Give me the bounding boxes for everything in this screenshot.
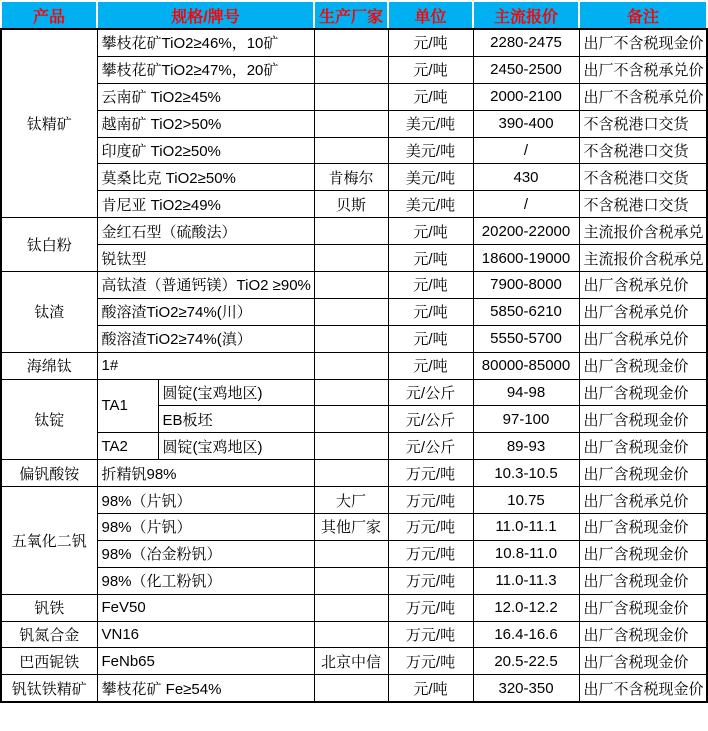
manufacturer-cell <box>314 56 388 83</box>
note-cell: 不含税港口交货 <box>579 110 707 137</box>
table-row <box>1 460 707 487</box>
unit-cell: 美元/吨 <box>388 137 473 164</box>
unit-cell: 万元/吨 <box>388 594 473 621</box>
spec-cell: 高钛渣（普通钙镁）TiO2 ≥90% <box>97 272 314 299</box>
note-cell: 不含税港口交货 <box>579 191 707 218</box>
product-cell: 偏钒酸铵 <box>1 460 97 487</box>
table-row <box>1 164 707 191</box>
product-cell: 钒氮合金 <box>1 621 97 648</box>
unit-cell: 元/吨 <box>388 352 473 379</box>
header-cell: 产品 <box>1 1 97 29</box>
unit-cell: 元/吨 <box>388 245 473 272</box>
note-cell: 出厂含税现金价 <box>579 621 707 648</box>
table-body <box>1 29 707 702</box>
table-row <box>1 379 707 406</box>
note-cell: 出厂不含税现金价 <box>579 675 707 702</box>
manufacturer-cell: 北京中信 <box>314 648 388 675</box>
note-cell: 出厂含税现金价 <box>579 433 707 460</box>
unit-cell: 万元/吨 <box>388 460 473 487</box>
product-cell: 海绵钛 <box>1 352 97 379</box>
price-cell: / <box>473 191 579 218</box>
note-cell: 出厂不含税承兑价 <box>579 56 707 83</box>
spec-cell: 云南矿 TiO2≥45% <box>97 83 314 110</box>
note-cell: 主流报价含税承兑 <box>579 245 707 272</box>
unit-cell: 元/公斤 <box>388 406 473 433</box>
price-cell: 7900-8000 <box>473 272 579 299</box>
spec-cell: 酸溶渣TiO2≥74%(川） <box>97 298 314 325</box>
header-cell: 单位 <box>388 1 473 29</box>
spec-grade-cell: TA1 <box>97 379 158 433</box>
price-cell: 5850-6210 <box>473 298 579 325</box>
spec-form-cell: 圆锭(宝鸡地区) <box>158 433 314 460</box>
spec-cell: 攀枝花矿TiO2≥46%，10矿 <box>97 29 314 56</box>
price-cell: 94-98 <box>473 379 579 406</box>
note-cell: 出厂含税现金价 <box>579 514 707 541</box>
unit-cell: 元/吨 <box>388 29 473 56</box>
product-cell: 钛白粉 <box>1 218 97 272</box>
spec-cell: 莫桑比克 TiO2≥50% <box>97 164 314 191</box>
header-cell: 规格/牌号 <box>97 1 314 29</box>
note-cell: 出厂含税承兑价 <box>579 272 707 299</box>
unit-cell: 万元/吨 <box>388 648 473 675</box>
spec-grade-cell: TA2 <box>97 433 158 460</box>
note-cell: 出厂含税现金价 <box>579 352 707 379</box>
manufacturer-cell: 其他厂家 <box>314 514 388 541</box>
table-row <box>1 487 707 514</box>
spec-cell: 攀枝花矿 Fe≥54% <box>97 675 314 702</box>
table-row <box>1 433 707 460</box>
price-cell: 2280-2475 <box>473 29 579 56</box>
manufacturer-cell <box>314 218 388 245</box>
manufacturer-cell <box>314 379 388 406</box>
product-cell: 五氧化二钒 <box>1 487 97 595</box>
spec-cell: 98%（片钒） <box>97 487 314 514</box>
note-cell: 主流报价含税承兑 <box>579 218 707 245</box>
spec-cell: 印度矿 TiO2≥50% <box>97 137 314 164</box>
header-cell: 备注 <box>579 1 707 29</box>
price-cell: 97-100 <box>473 406 579 433</box>
unit-cell: 元/吨 <box>388 272 473 299</box>
manufacturer-cell <box>314 110 388 137</box>
note-cell: 出厂含税现金价 <box>579 379 707 406</box>
manufacturer-cell <box>314 83 388 110</box>
price-cell: 2450-2500 <box>473 56 579 83</box>
product-cell: 巴西铌铁 <box>1 648 97 675</box>
unit-cell: 万元/吨 <box>388 621 473 648</box>
table-row <box>1 29 707 56</box>
price-cell: 390-400 <box>473 110 579 137</box>
table-row <box>1 675 707 702</box>
spec-cell: 攀枝花矿TiO2≥47%，20矿 <box>97 56 314 83</box>
price-cell: 10.75 <box>473 487 579 514</box>
note-cell: 出厂不含税现金价 <box>579 29 707 56</box>
spec-cell: 98%（化工粉钒） <box>97 567 314 594</box>
product-cell: 钛精矿 <box>1 29 97 218</box>
note-cell: 出厂不含税承兑价 <box>579 83 707 110</box>
manufacturer-cell: 贝斯 <box>314 191 388 218</box>
note-cell: 不含税港口交货 <box>579 164 707 191</box>
manufacturer-cell <box>314 298 388 325</box>
spec-cell: 锐钛型 <box>97 245 314 272</box>
header-cell: 主流报价 <box>473 1 579 29</box>
spec-cell: 98%（冶金粉钒） <box>97 540 314 567</box>
note-cell: 出厂含税现金价 <box>579 540 707 567</box>
table-row <box>1 218 707 245</box>
manufacturer-cell <box>314 272 388 299</box>
table-row <box>1 56 707 83</box>
spec-cell: 酸溶渣TiO2≥74%(滇） <box>97 325 314 352</box>
table-row <box>1 83 707 110</box>
table-row <box>1 648 707 675</box>
manufacturer-cell: 肯梅尔 <box>314 164 388 191</box>
note-cell: 出厂含税承兑价 <box>579 325 707 352</box>
price-cell: 10.8-11.0 <box>473 540 579 567</box>
manufacturer-cell <box>314 621 388 648</box>
spec-cell: 肯尼亚 TiO2≥49% <box>97 191 314 218</box>
table-row <box>1 298 707 325</box>
note-cell: 不含税港口交货 <box>579 137 707 164</box>
spec-cell: 98%（片钒） <box>97 514 314 541</box>
unit-cell: 元/吨 <box>388 325 473 352</box>
unit-cell: 元/吨 <box>388 218 473 245</box>
price-cell: 11.0-11.1 <box>473 514 579 541</box>
manufacturer-cell <box>314 675 388 702</box>
price-cell: 10.3-10.5 <box>473 460 579 487</box>
manufacturer-cell <box>314 352 388 379</box>
price-cell: / <box>473 137 579 164</box>
manufacturer-cell <box>314 325 388 352</box>
manufacturer-cell <box>314 29 388 56</box>
spec-form-cell: 圆锭(宝鸡地区) <box>158 379 314 406</box>
unit-cell: 万元/吨 <box>388 540 473 567</box>
product-cell: 钒钛铁精矿 <box>1 675 97 702</box>
unit-cell: 元/吨 <box>388 298 473 325</box>
product-cell: 钛渣 <box>1 272 97 353</box>
unit-cell: 万元/吨 <box>388 567 473 594</box>
manufacturer-cell <box>314 540 388 567</box>
price-cell: 2000-2100 <box>473 83 579 110</box>
unit-cell: 元/公斤 <box>388 379 473 406</box>
header-row <box>1 1 707 29</box>
table-row <box>1 137 707 164</box>
unit-cell: 万元/吨 <box>388 514 473 541</box>
price-cell: 20.5-22.5 <box>473 648 579 675</box>
price-cell: 430 <box>473 164 579 191</box>
price-cell: 89-93 <box>473 433 579 460</box>
spec-cell: FeV50 <box>97 594 314 621</box>
note-cell: 出厂含税承兑价 <box>579 487 707 514</box>
note-cell: 出厂含税承兑价 <box>579 298 707 325</box>
table-row <box>1 514 707 541</box>
table-row <box>1 245 707 272</box>
unit-cell: 元/吨 <box>388 56 473 83</box>
unit-cell: 元/公斤 <box>388 433 473 460</box>
note-cell: 出厂含税现金价 <box>579 648 707 675</box>
spec-cell: 1# <box>97 352 314 379</box>
product-cell: 钒铁 <box>1 594 97 621</box>
manufacturer-cell <box>314 594 388 621</box>
table-row <box>1 325 707 352</box>
spec-cell: 折精钒98% <box>97 460 314 487</box>
price-cell: 16.4-16.6 <box>473 621 579 648</box>
table-row <box>1 567 707 594</box>
price-cell: 20200-22000 <box>473 218 579 245</box>
table-row <box>1 272 707 299</box>
unit-cell: 美元/吨 <box>388 164 473 191</box>
table-row <box>1 352 707 379</box>
price-cell: 5550-5700 <box>473 325 579 352</box>
price-cell: 80000-85000 <box>473 352 579 379</box>
table-row <box>1 540 707 567</box>
spec-cell: FeNb65 <box>97 648 314 675</box>
manufacturer-cell <box>314 460 388 487</box>
unit-cell: 美元/吨 <box>388 191 473 218</box>
table-row <box>1 191 707 218</box>
manufacturer-cell <box>314 245 388 272</box>
spec-cell: 金红石型（硫酸法） <box>97 218 314 245</box>
unit-cell: 元/吨 <box>388 675 473 702</box>
manufacturer-cell <box>314 433 388 460</box>
unit-cell: 美元/吨 <box>388 110 473 137</box>
header-cell: 生产厂家 <box>314 1 388 29</box>
price-cell: 320-350 <box>473 675 579 702</box>
price-cell: 12.0-12.2 <box>473 594 579 621</box>
table-row <box>1 594 707 621</box>
note-cell: 出厂含税现金价 <box>579 594 707 621</box>
spec-form-cell: EB板坯 <box>158 406 314 433</box>
note-cell: 出厂含税现金价 <box>579 567 707 594</box>
note-cell: 出厂含税现金价 <box>579 460 707 487</box>
manufacturer-cell: 大厂 <box>314 487 388 514</box>
manufacturer-cell <box>314 567 388 594</box>
spec-cell: 越南矿 TiO2>50% <box>97 110 314 137</box>
price-cell: 11.0-11.3 <box>473 567 579 594</box>
product-cell: 钛锭 <box>1 379 97 460</box>
price-cell: 18600-19000 <box>473 245 579 272</box>
manufacturer-cell <box>314 406 388 433</box>
unit-cell: 元/吨 <box>388 83 473 110</box>
table-row <box>1 621 707 648</box>
table-row <box>1 110 707 137</box>
note-cell: 出厂含税现金价 <box>579 406 707 433</box>
unit-cell: 万元/吨 <box>388 487 473 514</box>
spec-cell: VN16 <box>97 621 314 648</box>
manufacturer-cell <box>314 137 388 164</box>
